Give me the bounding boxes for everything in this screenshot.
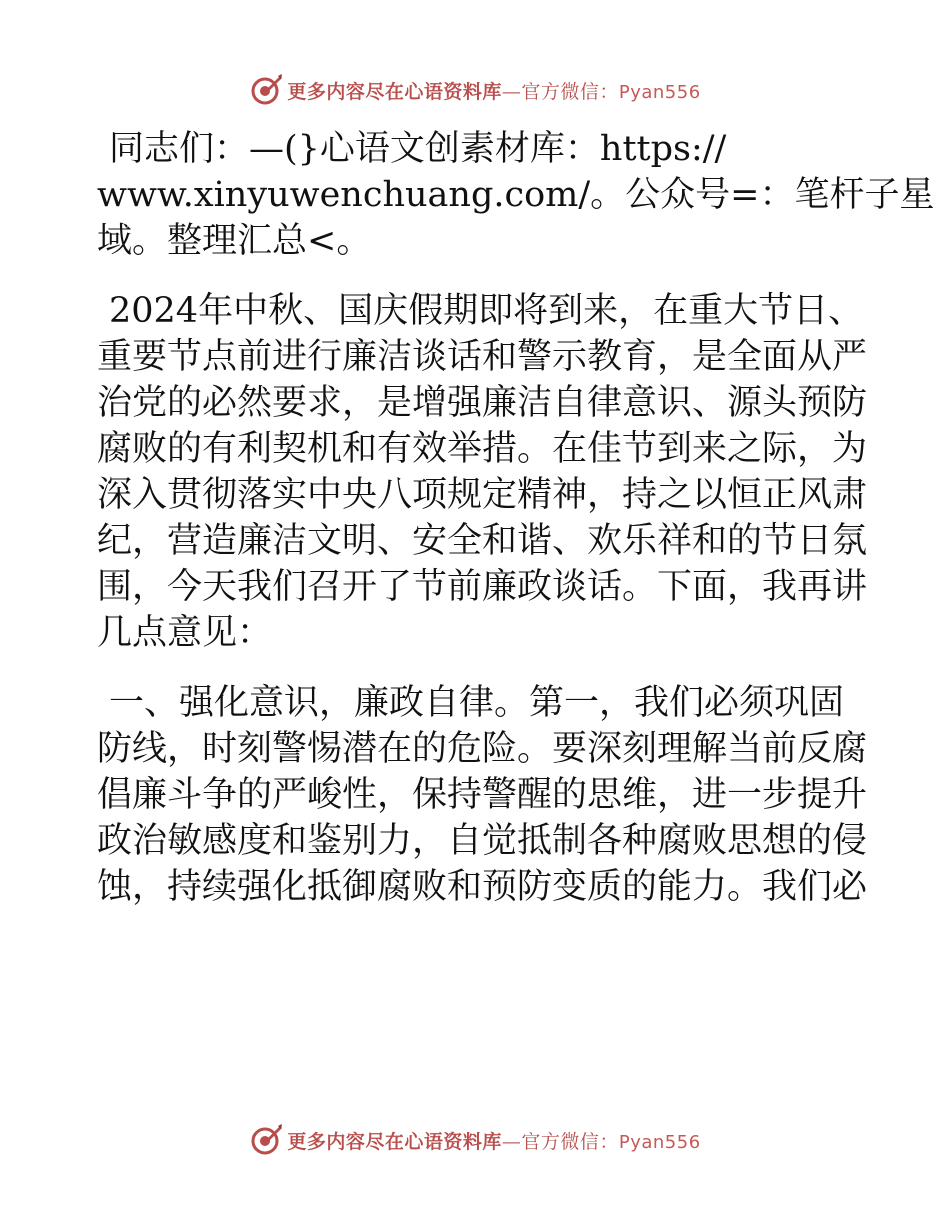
text-line: www.xinyuwenchuang.com/。公众号=：笔杆子星 (97, 175, 935, 215)
text-line: 治党的必然要求，是增强廉洁自律意识、源头预防 (97, 383, 868, 423)
watermark-contact-label: 官方微信： (521, 80, 619, 103)
pen-logo-icon (249, 73, 283, 107)
header-watermark (0, 70, 950, 110)
text-line: 2024年中秋、国庆假期即将到来，在重大节日、 (109, 291, 864, 331)
text-line: 蚀，持续强化抵御腐败和预防变质的能力。我们必 (97, 867, 868, 907)
watermark-contact-id: Pyan556 (618, 1131, 701, 1153)
text-line: 围，今天我们召开了节前廉政谈话。下面，我再讲 (97, 567, 868, 607)
paragraph-3 (97, 680, 868, 910)
document-body (97, 126, 935, 934)
text-line: 纪，营造廉洁文明、安全和谐、欢乐祥和的节日氛 (97, 521, 868, 561)
paragraph-2 (97, 288, 868, 656)
text-line: 政治敏感度和鉴别力，自觉抵制各种腐败思想的侵 (97, 821, 868, 861)
text-line: 一、强化意识，廉政自律。第一，我们必须巩固 (109, 683, 845, 723)
text-line: 域。整理汇总<。 (97, 221, 372, 261)
paragraph-1 (97, 126, 935, 264)
watermark-contact-id: Pyan556 (618, 81, 701, 103)
watermark-contact-label: 官方微信： (521, 1130, 619, 1153)
text-line: 几点意见： (97, 613, 273, 653)
watermark-separator: — (501, 1130, 522, 1153)
text-line: 腐败的有利契机和有效举措。在佳节到来之际，为 (97, 429, 868, 469)
watermark-site-text: 更多内容尽在心语资料库 (287, 1130, 502, 1153)
footer-watermark (0, 1120, 950, 1160)
text-line: 重要节点前进行廉洁谈话和警示教育，是全面从严 (97, 337, 868, 377)
text-line: 倡廉斗争的严峻性，保持警醒的思维，进一步提升 (97, 775, 868, 815)
watermark-site-text: 更多内容尽在心语资料库 (287, 80, 502, 103)
watermark-separator: — (501, 80, 522, 103)
text-line: 深入贯彻落实中央八项规定精神，持之以恒正风肃 (97, 475, 868, 515)
pen-logo-icon (249, 1123, 283, 1157)
text-line: 同志们：—(}心语文创素材库：https:// (109, 129, 727, 169)
text-line: 防线，时刻警惕潜在的危险。要深刻理解当前反腐 (97, 729, 868, 769)
